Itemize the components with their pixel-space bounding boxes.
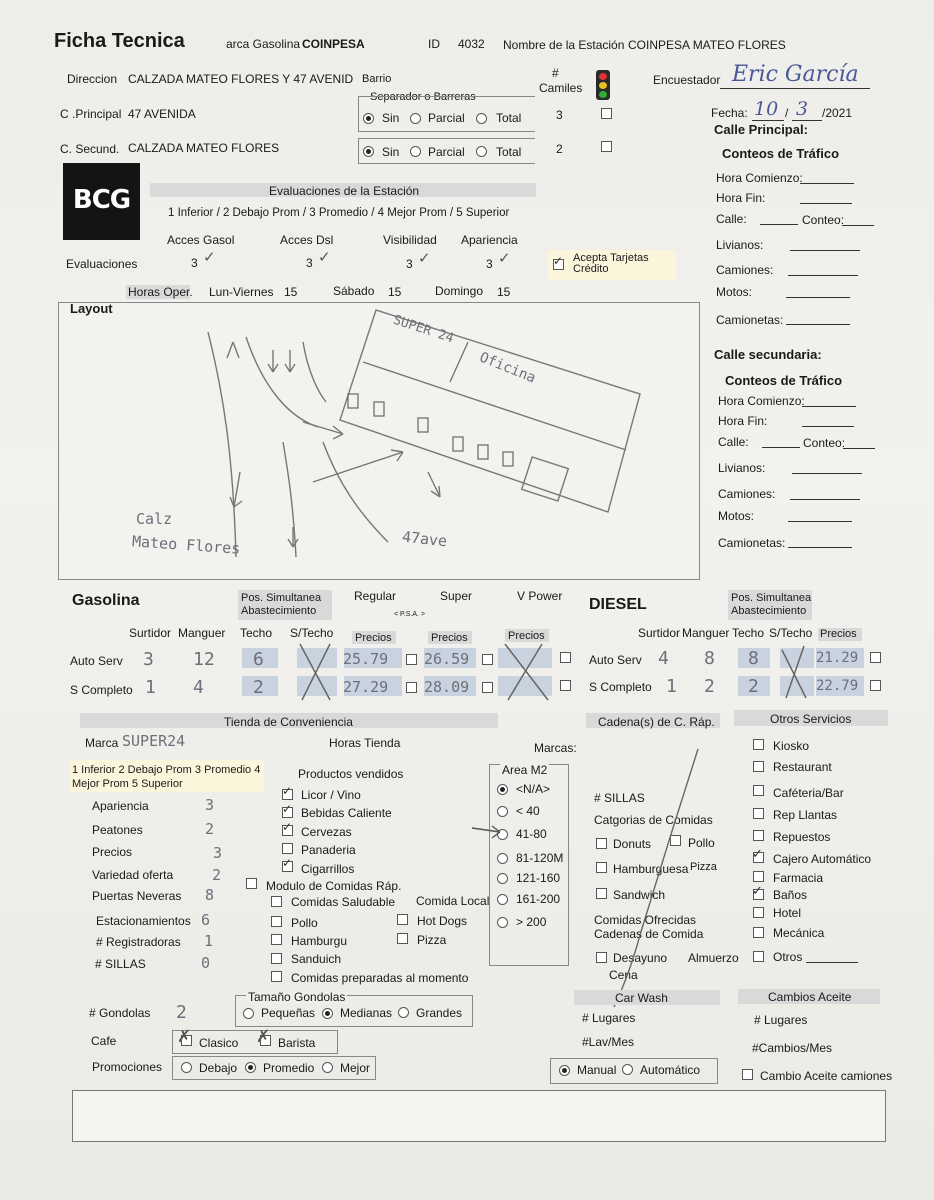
tienda-marca-value: SUPER24 (122, 732, 186, 750)
ts-camionetas-line (788, 547, 852, 548)
horas-lv-value: 15 (284, 285, 298, 299)
cadena-sandwich-label: Sandwich (613, 888, 666, 902)
sketch-47ave: 47ave (401, 527, 448, 551)
promo-debajo-label: Debajo (199, 1061, 238, 1075)
cadena-pizza-label: Pizza (690, 861, 717, 873)
d-row2-precio: 22.79 (816, 678, 859, 694)
diesel-title: DIESEL (589, 596, 647, 613)
horas-sab-value: 15 (388, 285, 402, 299)
secund-label: C. Secund. (60, 142, 120, 156)
eval-col-apariencia: Apariencia (461, 233, 518, 247)
otros-otros-checkbox[interactable] (753, 951, 764, 962)
g-row2-super: 28.09 (424, 678, 470, 696)
ts-hora-fin-line (802, 426, 854, 427)
ts-calle: Calle: (718, 435, 749, 449)
cafe-clasico-label: Clasico (199, 1036, 239, 1050)
tienda-r2-value: 3 (213, 844, 223, 862)
comida-hotdogs-label: Hot Dogs (417, 914, 468, 928)
productos-title: Productos vendidos (298, 767, 404, 781)
g-row2-techo: 2 (253, 677, 264, 698)
otros-repuestos-checkbox[interactable] (753, 830, 764, 841)
ts-calle-line (762, 447, 800, 448)
promo-promedio-radio[interactable] (245, 1062, 256, 1073)
diesel-cross-marks (776, 640, 816, 706)
layout-label: Layout (70, 301, 113, 316)
otros-hotel-checkbox[interactable] (753, 907, 764, 918)
area-40-radio[interactable] (497, 806, 508, 817)
d-row1-techo: 8 (748, 648, 759, 669)
comida-pollo-label: Pollo (291, 916, 318, 930)
eval-gasol-check-icon: ✓ (203, 249, 216, 266)
fecha-month: 3 (796, 98, 809, 120)
prod-bebidas-label: Bebidas Caliente (301, 806, 392, 820)
barrio-label: Barrio (362, 73, 392, 85)
cadena-strike-line (600, 745, 710, 1010)
horas-dom-label: Domingo (435, 284, 484, 298)
g-row2-label: S Completo (70, 683, 133, 697)
carwash-lugares: # Lugares (582, 1011, 636, 1025)
cadena-donuts-label: Donuts (613, 837, 652, 851)
traffic-principal-title: Conteos de Tráfico (722, 146, 840, 161)
fecha-slash: / (785, 106, 789, 120)
horas-lv-label: Lun-Viernes (209, 285, 274, 299)
eval-dsl-value: 3 (306, 256, 313, 270)
calle-principal-heading: Calle Principal: (714, 122, 808, 137)
aceite-lugares: # Lugares (754, 1013, 808, 1027)
gasolina-psa: < P.S.A. > (394, 611, 426, 618)
comida-local-label: Comida Local (416, 894, 490, 908)
g-col-stecho: S/Techo (290, 626, 334, 640)
tienda-r0-label: Apariencia (92, 799, 149, 813)
comida-hamburgu-label: Hamburgu (291, 934, 348, 948)
cadena-cena-label: Cena (609, 968, 638, 982)
secund-parcial-radio[interactable] (410, 146, 421, 157)
d-precios: Precios (820, 628, 857, 640)
tp-hora-comienzo: Hora Comienzo: (716, 171, 803, 185)
encuestador-label: Encuestador (653, 73, 721, 87)
tienda-marcas-label: Marcas: (534, 741, 577, 755)
station-label: Nombre de la Estación (503, 38, 625, 52)
ts-hora-comienzo: Hora Comienzo: (718, 394, 805, 408)
tarjetas-label: Acepta Tarjetas Crédito (573, 252, 649, 275)
g-row1-surtidor: 3 (143, 649, 154, 670)
d-row2-label: S Completo (589, 680, 652, 694)
aceite-camiones-checkbox[interactable] (742, 1069, 753, 1080)
cadena-categorias: Catgorias de Comidas (594, 813, 713, 827)
calle-secundaria-heading: Calle secundaria: (714, 347, 822, 362)
otros-kiosko-label: Kiosko (773, 739, 810, 753)
prod-cervezas-label: Cervezas (301, 825, 352, 839)
principal-sin-label: Sin (382, 111, 400, 125)
tamano-pequenas-label: Pequeñas (261, 1006, 316, 1020)
g-row2-regular: 27.29 (343, 678, 389, 696)
d-col-stecho: S/Techo (769, 626, 813, 640)
tienda-r2-label: Precios (92, 845, 133, 859)
tamano-medianas-radio[interactable] (322, 1008, 333, 1019)
g-precios-vpower: Precios (508, 630, 545, 642)
ts-conteo: Conteo: (803, 436, 846, 450)
area-161-200-radio[interactable] (497, 894, 508, 905)
otros-restaurant-label: Restaurant (773, 760, 832, 774)
ts-livianos: Livianos: (718, 461, 766, 475)
gasolina-pos-sim: Pos. Simultanea Abastecimiento (241, 592, 322, 617)
tp-conteo-line (842, 225, 874, 226)
tienda-r4-label: Puertas Neveras (92, 889, 182, 903)
tamano-medianas-label: Medianas (340, 1006, 393, 1020)
area-81-120-radio[interactable] (497, 853, 508, 864)
promo-promedio-label: Promedio (263, 1061, 315, 1075)
area-81-120-label: 81-120M (516, 851, 564, 865)
d-row1-label: Auto Serv (589, 653, 642, 667)
ts-camionetas: Camionetas: (718, 536, 786, 550)
d-col-surtidor: Surtidor (638, 626, 681, 640)
cadena-hamburguesa-label: Hamburguesa (613, 862, 689, 876)
ts-hora-comienzo-line (802, 406, 856, 407)
prod-licor-label: Licor / Vino (301, 788, 361, 802)
cadena-almuerzo-label: Almuerzo (688, 951, 739, 965)
d-row2-techo: 2 (748, 676, 759, 697)
id-value: 4032 (458, 37, 485, 51)
tp-camiones: Camiones: (716, 263, 774, 277)
otros-otros-line (806, 962, 858, 963)
otros-restaurant-checkbox[interactable] (753, 761, 764, 772)
tienda-r3-value: 2 (212, 866, 222, 884)
otros-cajero-check-icon: ✓ (752, 846, 763, 861)
cafe-barista-label: Barista (278, 1036, 316, 1050)
station-value: COINPESA MATEO FLORES (628, 38, 786, 52)
gasolina-vpower: V Power (517, 589, 563, 603)
tienda-scale: 1 Inferior 2 Debajo Prom 3 Promedio 4 Mejor Prom 5 Superior (72, 764, 261, 790)
area-161-200-label: 161-200 (516, 892, 561, 906)
tienda-r5-value: 6 (201, 911, 211, 929)
eval-vis-value: 3 (406, 257, 413, 271)
principal-label: C .Principal (60, 107, 122, 121)
sketch-calz: Calz (136, 510, 173, 528)
otros-kiosko-checkbox[interactable] (753, 739, 764, 750)
tienda-r5-label: Estacionamientos (96, 914, 191, 928)
tienda-title: Tienda de Conveniencia (224, 715, 353, 729)
g-precios-super: Precios (431, 632, 468, 644)
d-row1-checkbox[interactable] (870, 652, 881, 663)
g-row1-label: Auto Serv (70, 654, 123, 668)
principal-checkbox[interactable] (601, 108, 612, 119)
traffic-secundaria-title: Conteos de Tráfico (725, 373, 843, 388)
sketch-oficina: Oficina (477, 349, 538, 387)
aceite-cambios: #Cambios/Mes (752, 1041, 833, 1055)
promo-debajo-radio[interactable] (181, 1062, 192, 1073)
gasolina-regular: Regular (354, 589, 397, 603)
camiles-label: Camiles (539, 81, 583, 95)
tp-motos-line (786, 297, 850, 298)
gasolina-title: Gasolina (72, 592, 140, 609)
promo-mejor-label: Mejor (340, 1061, 371, 1075)
cadena-ofrecidas1: Comidas Ofrecidas (594, 913, 697, 927)
comida-preparadas-label: Comidas preparadas al momento (291, 971, 469, 985)
tarjetas-check-icon: ✓ (553, 254, 564, 268)
secund-parcial-label: Parcial (428, 145, 465, 159)
g-row1-regular: 25.79 (343, 650, 389, 668)
cadena-title: Cadena(s) de C. Ráp. (598, 715, 715, 729)
prod-licor-check-icon: ✓ (282, 784, 293, 798)
evaluaciones-row-label: Evaluaciones (66, 257, 138, 271)
fecha-year: /2021 (822, 106, 853, 120)
tienda-r4-value: 8 (205, 886, 215, 904)
g-row1-techo: 6 (253, 649, 264, 670)
carwash-automatico-label: Automático (640, 1063, 701, 1077)
otros-hotel-label: Hotel (773, 906, 802, 920)
tp-hora-comienzo-line (800, 183, 854, 184)
g-precios-regular: Precios (355, 632, 392, 644)
eval-apar-value: 3 (486, 257, 493, 271)
cadena-sillas: # SILLAS (594, 791, 645, 805)
gondolas-value: 2 (176, 1002, 187, 1023)
tp-conteo: Conteo: (802, 213, 845, 227)
otros-banos-check-icon: ✓ (752, 883, 763, 898)
ts-camiones: Camiones: (718, 487, 776, 501)
ts-motos-line (788, 521, 852, 522)
d-col-techo: Techo (732, 626, 765, 640)
prod-cervezas-check-icon: ✓ (282, 820, 293, 834)
encuestador-line (720, 88, 870, 89)
tienda-horas-label: Horas Tienda (329, 736, 401, 750)
traffic-light-icon (596, 70, 610, 100)
d-row2-checkbox[interactable] (870, 680, 881, 691)
eval-col-visibilidad: Visibilidad (383, 233, 437, 247)
comida-pollo-checkbox[interactable] (271, 916, 282, 927)
tamano-grandes-label: Grandes (416, 1006, 463, 1020)
d-row1-surtidor: 4 (658, 648, 669, 669)
otros-llantas-label: Rep Llantas (773, 808, 838, 822)
secund-sin-label: Sin (382, 145, 400, 159)
d-row1-manguer: 8 (704, 648, 715, 669)
d-col-manguer: Manguer (682, 626, 730, 640)
horas-dom-value: 15 (497, 285, 511, 299)
sketch-mateo: Mateo Flores (131, 532, 241, 558)
gondolas-label: # Gondolas (89, 1006, 151, 1020)
eval-gasol-value: 3 (191, 256, 198, 270)
bcg-logo-text: BCG (72, 185, 131, 215)
secund-total-label: Total (496, 145, 522, 159)
eval-vis-check-icon: ✓ (418, 250, 431, 267)
principal-total-radio[interactable] (476, 113, 487, 124)
tp-hora-fin-line (800, 203, 852, 204)
d-row2-manguer: 2 (704, 676, 715, 697)
principal-parcial-label: Parcial (428, 111, 465, 125)
fecha-month-line (792, 120, 822, 121)
prod-cigarrillos-label: Cigarrillos (301, 862, 355, 876)
carwash-lav: #Lav/Mes (582, 1035, 635, 1049)
g-row2-surtidor: 1 (145, 677, 156, 698)
modulo-checkbox[interactable] (246, 878, 257, 889)
fecha-label: Fecha: (711, 106, 748, 120)
g-row2-manguer: 4 (193, 677, 204, 698)
comida-pizza-checkbox[interactable] (397, 933, 408, 944)
tp-calle: Calle: (716, 212, 747, 226)
cafe-clasico-x-icon: ✗ (177, 1027, 192, 1046)
horas-sab-label: Sábado (333, 284, 375, 298)
area-41-80-label: 41-80 (516, 827, 547, 841)
carwash-manual-label: Manual (577, 1063, 617, 1077)
horas-label: Horas Oper. (128, 285, 193, 299)
carwash-title: Car Wash (615, 991, 668, 1005)
cafe-label: Cafe (91, 1034, 117, 1048)
cadena-ofrecidas2: Cadenas de Comida (594, 927, 704, 941)
encuestador-value: Eric García (732, 62, 859, 87)
comments-textarea[interactable] (72, 1090, 886, 1142)
tp-camionetas-line (786, 324, 850, 325)
prod-bebidas-check-icon: ✓ (282, 802, 293, 816)
carwash-manual-radio[interactable] (559, 1065, 570, 1076)
area-200-radio[interactable] (497, 917, 508, 928)
tp-camiones-line (788, 275, 858, 276)
principal-value: 47 AVENIDA (128, 107, 196, 121)
cafe-barista-x-icon: ✗ (256, 1027, 271, 1046)
otros-farmacia-checkbox[interactable] (753, 871, 764, 882)
comida-sanduich-checkbox[interactable] (271, 953, 282, 964)
prod-cigarrillos-check-icon: ✓ (282, 856, 293, 870)
brand-label: arca Gasolina (226, 37, 301, 51)
tp-hora-fin: Hora Fin: (716, 191, 766, 205)
modulo-label: Modulo de Comidas Ráp. (266, 879, 402, 893)
d-row2-surtidor: 1 (666, 676, 677, 697)
brand-value: COINPESA (302, 37, 365, 51)
g-col-surtidor: Surtidor (129, 626, 172, 640)
area-121-160-label: 121-160 (516, 871, 561, 885)
tienda-r7-value: 0 (201, 954, 211, 972)
tienda-r6-value: 1 (204, 932, 214, 950)
promo-label: Promociones (92, 1060, 163, 1074)
otros-llantas-checkbox[interactable] (753, 808, 764, 819)
otros-otros-label: Otros (773, 950, 803, 964)
comida-saludable-label: Comidas Saludable (291, 895, 396, 909)
direccion-label: Direccion (67, 72, 118, 86)
principal-sin-radio[interactable] (363, 113, 374, 124)
d-row1-precio: 21.29 (816, 650, 859, 666)
tp-motos: Motos: (716, 285, 753, 299)
prod-panaderia-checkbox[interactable] (282, 843, 293, 854)
comida-hamburgu-checkbox[interactable] (271, 934, 282, 945)
otros-mecanica-label: Mecánica (773, 926, 825, 940)
g-row1-super: 26.59 (424, 650, 470, 668)
comida-hotdogs-checkbox[interactable] (397, 914, 408, 925)
tp-livianos: Livianos: (716, 238, 764, 252)
g-row1-manguer: 12 (193, 649, 215, 670)
area-40-label: < 40 (516, 804, 540, 818)
principal-parcial-radio[interactable] (410, 113, 421, 124)
tienda-r7-label: # SILLAS (95, 957, 146, 971)
tienda-r3-label: Variedad oferta (92, 868, 174, 882)
eval-col-dsl: Acces Dsl (280, 233, 334, 247)
tamano-grandes-radio[interactable] (398, 1007, 409, 1018)
ts-hora-fin: Hora Fin: (718, 414, 768, 428)
otros-mecanica-checkbox[interactable] (753, 927, 764, 938)
principal-count: 3 (556, 108, 563, 122)
area-200-label: > 200 (516, 915, 547, 929)
tp-livianos-line (790, 250, 860, 251)
secund-checkbox[interactable] (601, 141, 612, 152)
ts-camiones-line (790, 499, 860, 500)
area-na-label: <N/A> (516, 782, 551, 796)
principal-total-label: Total (496, 111, 522, 125)
otros-title: Otros Servicios (770, 712, 852, 726)
cadena-desayuno-label: Desayuno (613, 951, 668, 965)
ts-conteo-line (843, 448, 875, 449)
comida-pizza-label: Pizza (417, 933, 447, 947)
eval-apar-check-icon: ✓ (498, 250, 511, 267)
otros-repuestos-label: Repuestos (773, 830, 831, 844)
ts-livianos-line (792, 473, 862, 474)
tienda-r0-value: 3 (205, 796, 215, 814)
secund-sin-radio[interactable] (363, 146, 374, 157)
diesel-pos-sim: Pos. Simultanea Abastecimiento (731, 592, 812, 617)
g-col-manguer: Manguer (178, 626, 226, 640)
promo-mejor-radio[interactable] (322, 1062, 333, 1073)
tp-calle-line (760, 224, 798, 225)
tienda-marca-label: Marca (85, 736, 119, 750)
tp-camionetas: Camionetas: (716, 313, 784, 327)
cadena-pollo-label: Pollo (688, 836, 715, 850)
aceite-camiones-label: Cambio Aceite camiones (760, 1069, 893, 1083)
ts-motos: Motos: (718, 509, 755, 523)
eval-col-gasol: Acces Gasol (167, 233, 235, 247)
tienda-r1-label: Peatones (92, 823, 143, 837)
area-121-160-radio[interactable] (497, 873, 508, 884)
secund-value: CALZADA MATEO FLORES (128, 141, 280, 155)
secund-total-radio[interactable] (476, 146, 487, 157)
comida-sanduich-label: Sanduich (291, 952, 342, 966)
eval-dsl-check-icon: ✓ (318, 249, 331, 266)
tamano-title: Tamaño Gondolas (248, 990, 346, 1004)
camiles-hash: # (552, 66, 559, 80)
fecha-day: 10 (754, 98, 779, 120)
evaluaciones-scale: 1 Inferior / 2 Debajo Prom / 3 Promedio / 4 Mejor Prom / 5 Superior (168, 207, 510, 219)
area-na-radio[interactable] (497, 784, 508, 795)
separador-label: Separador o Barreras (370, 91, 476, 103)
otros-cajero-label: Cajero Automático (773, 852, 872, 866)
otros-banos-label: Baños (773, 888, 808, 902)
fecha-day-line (752, 120, 784, 121)
bcg-logo (63, 163, 140, 240)
g-col-techo: Techo (240, 626, 273, 640)
otros-farmacia-label: Farmacia (773, 871, 824, 885)
comida-preparadas-checkbox[interactable] (271, 971, 282, 982)
comida-saludable-checkbox[interactable] (271, 896, 282, 907)
tienda-r6-label: # Registradoras (96, 935, 181, 949)
aceite-title: Cambios Aceite (768, 990, 852, 1004)
tamano-pequenas-radio[interactable] (243, 1008, 254, 1019)
secund-count: 2 (556, 142, 563, 156)
gasolina-cross-marks (290, 640, 570, 706)
evaluaciones-title: Evaluaciones de la Estación (269, 184, 420, 198)
area-arrow-icon (470, 822, 510, 842)
id-label: ID (428, 37, 440, 51)
otros-cafeteria-label: Caféteria/Bar (773, 786, 844, 800)
direccion-value: CALZADA MATEO FLORES Y 47 AVENID (128, 72, 354, 86)
carwash-automatico-radio[interactable] (622, 1064, 633, 1075)
prod-panaderia-label: Panaderia (301, 843, 356, 857)
form-title: Ficha Tecnica (54, 30, 185, 52)
gasolina-super: Super (440, 589, 473, 603)
sketch-super: SUPER 24 (391, 312, 456, 347)
area-title: Area M2 (502, 763, 548, 777)
tienda-r1-value: 2 (205, 820, 215, 838)
otros-cafeteria-checkbox[interactable] (753, 785, 764, 796)
